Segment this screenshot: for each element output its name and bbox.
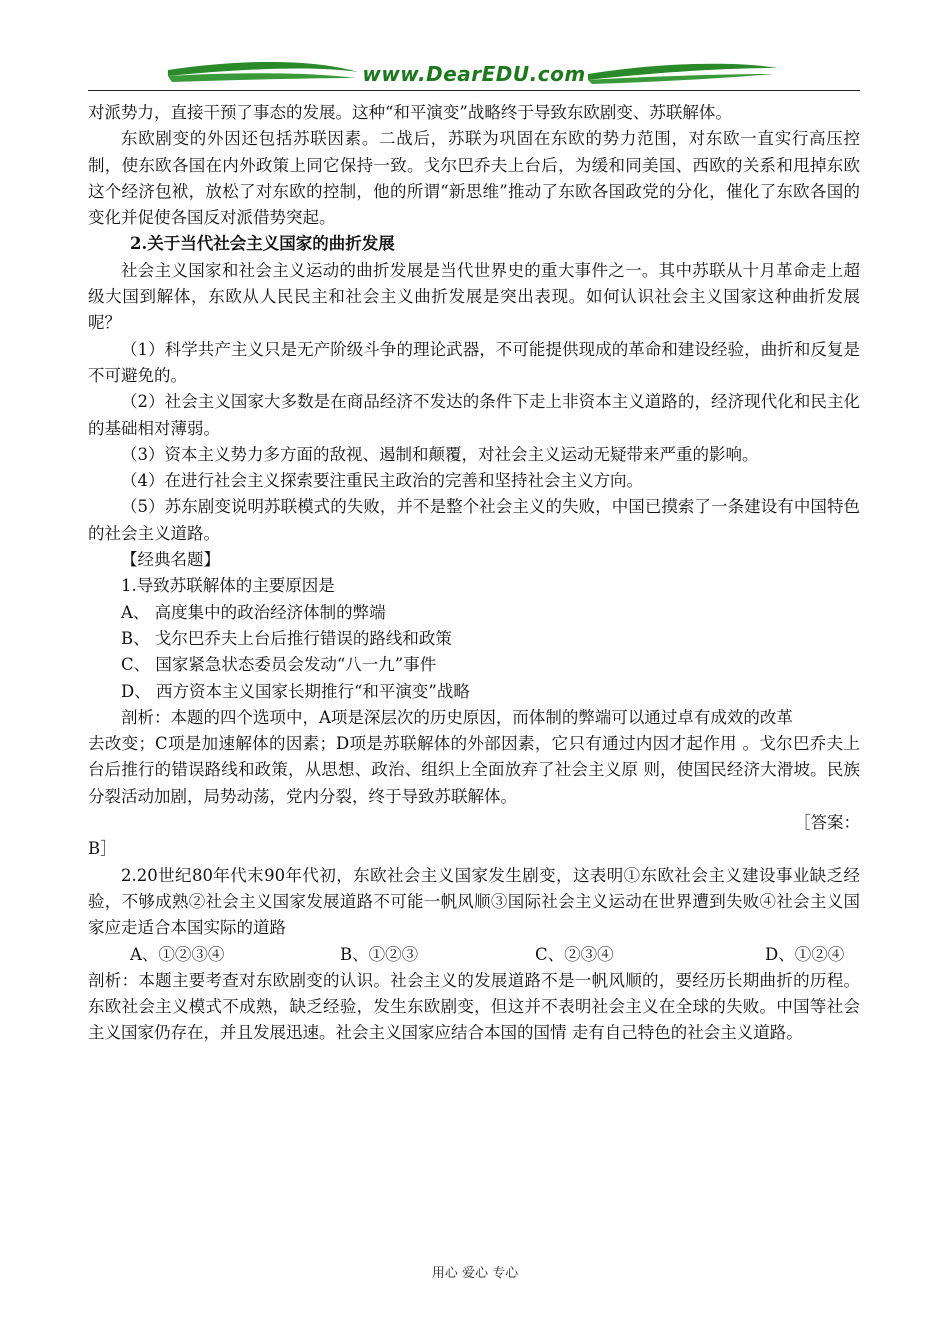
list-item: （1）科学共产主义只是无产阶级斗争的理论武器，不可能提供现成的革命和建设经验，曲折和反复是不可避免的。 xyxy=(88,339,860,385)
options-row xyxy=(88,942,860,968)
question-stem: 2.20世纪80年代末90年代初，东欧社会主义国家发生剧变，这表明①东欧社会主义建设事业缺乏经验，不够成熟②社会主义国家发展道路不可能一帆风顺③国际社会主义运动在世界遭到失败④社会主义国家应走适合本国实际的道路 xyxy=(88,865,860,938)
option: C、 国家紧急状态委员会发动“八一九”事件 xyxy=(121,655,437,675)
analysis: 剖析：本题主要考查对东欧剧变的认识。社会主义的发展道路不是一帆风顺的，要经历长期曲折的历程。东欧社会主义模式不成熟，缺乏经验，发生东欧剧变，但这并不表明社会主义在全球的失败。中国等社会主义国家仍存在，并且发展迅速。社会主义国家应结合本国的国情 走有自己特色的社会主义道路。 xyxy=(88,970,860,1043)
section-heading: 2.关于当代社会主义国家的曲折发展 xyxy=(130,234,395,254)
header-rule xyxy=(88,90,860,91)
analysis: 去改变；C项是加速解体的因素；D项是苏联解体的外部因素，它只有通过内因才起作用 。戈尔巴乔夫上台后推行的错误路线和政策，从思想、政治、组织上全面放弃了社会主义原 则，使国民经济大滑坡。民族分裂活动加剧，局势动荡，党内分裂，终于导致苏联解体。 xyxy=(88,734,860,806)
paragraph: 对派势力，直接干预了事态的发展。这种“和平演变”战略终于导致东欧剧变、苏联解体。 xyxy=(88,103,732,122)
option: A、①②③④ xyxy=(130,944,225,964)
option: D、①②④ xyxy=(765,944,845,964)
list-item: （2）社会主义国家大多数是在商品经济不发达的条件下走上非资本主义道路的，经济现代化和民主化的基础相对薄弱。 xyxy=(88,392,860,438)
section-label: 【经典名题】 xyxy=(121,550,220,570)
question-stem: 1.导致苏联解体的主要原因是 xyxy=(121,576,335,596)
list-item: （4）在进行社会主义探索要注重民主政治的完善和坚持社会主义方向。 xyxy=(121,471,643,491)
answer: B］ xyxy=(88,839,117,859)
list-item: （5）苏东剧变说明苏联模式的失败，并不是整个社会主义的失败，中国已摸索了一条建设有中国特色的社会主义道路。 xyxy=(88,497,860,543)
option: A、 高度集中的政治经济体制的弊端 xyxy=(121,602,386,622)
answer: ［答案： xyxy=(794,813,860,833)
analysis: 剖析：本题的四个选项中，A项是深层次的历史原因，而体制的弊端可以通过卓有成效的改革 xyxy=(121,707,793,727)
paragraph: 东欧剧变的外因还包括苏联因素。二战后，苏联为巩固在东欧的势力范围，对东欧一直实行高压控制，使东欧各国在内外政策上同它保持一致。戈尔巴乔夫上台后，为缓和同美国、西欧的关系和甩掉东欧这个经济包袱，放松了对东欧的控制，他的所谓“新思维”推动了东欧各国政党的分化，催化了东欧各国的变化并促使各国反对派借势突起。 xyxy=(88,129,860,228)
page-footer: 用心 爱心 专心 xyxy=(431,1266,519,1281)
document-body xyxy=(88,100,860,1047)
paragraph: 社会主义国家和社会主义运动的曲折发展是当代世界史的重大事件之一。其中苏联从十月革命走上超级大国到解体，东欧从人民民主和社会主义曲折发展是突出表现。如何认识社会主义国家这种曲折发展呢？ xyxy=(88,260,860,333)
option: D、 西方资本主义国家长期推行“和平演变”战略 xyxy=(121,681,470,701)
site-logo-text[interactable]: www.DearEDU.com xyxy=(362,62,586,86)
option: B、①②③ xyxy=(340,944,419,964)
option: C、②③④ xyxy=(535,944,614,964)
list-item: （3）资本主义势力多方面的敌视、遏制和颠覆，对社会主义运动无疑带来严重的影响。 xyxy=(121,444,759,464)
site-header xyxy=(88,56,860,92)
option: B、 戈尔巴乔夫上台后推行错误的路线和政策 xyxy=(121,628,452,648)
